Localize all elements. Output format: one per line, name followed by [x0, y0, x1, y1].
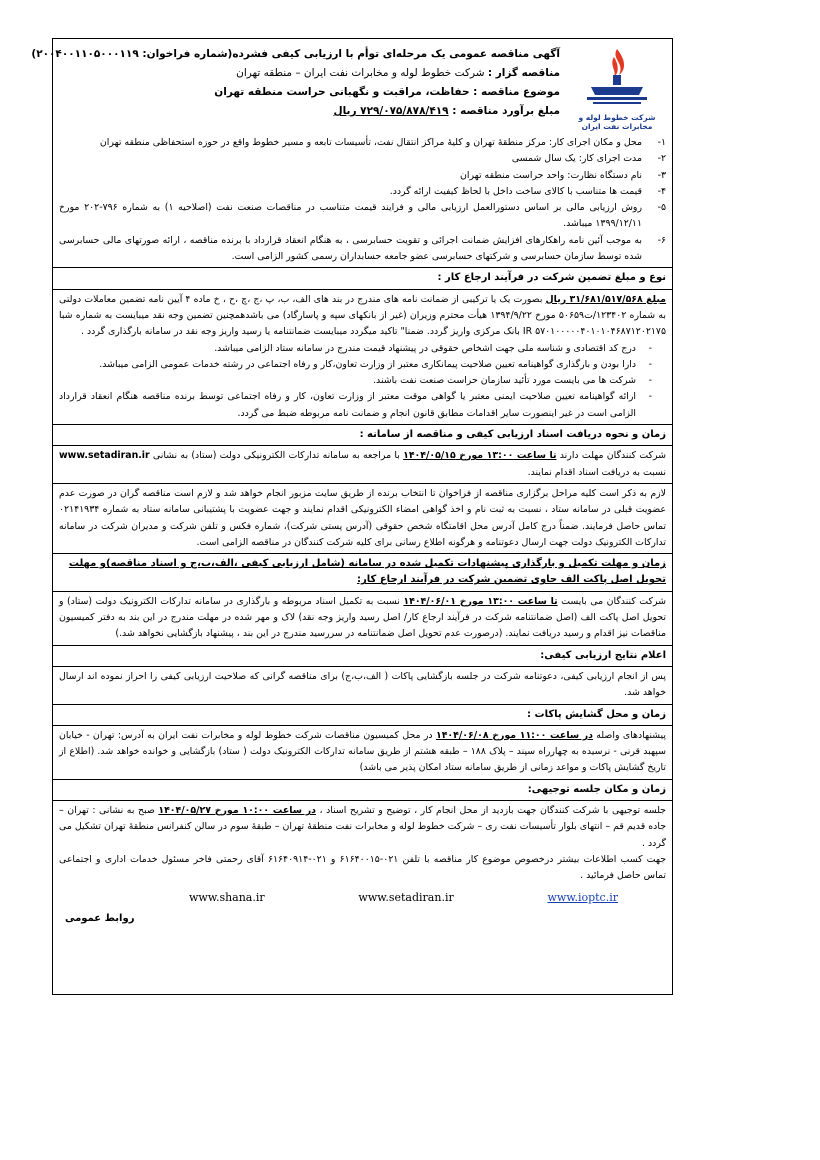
requirement-item	[59, 357, 666, 373]
company-logo	[568, 45, 666, 135]
item-number: ۲-	[657, 153, 666, 165]
divider	[53, 704, 672, 705]
divider	[53, 424, 672, 425]
opening-text-b: در محل کمیسیون مناقصات شرکت خطوط لوله و مخابرات نفت ایران به آدرس: تهران - خیابان سپهبد قرنی - نرسیده به چهارراه سپند – پلاک ۱۸۸ – طبقه هشتم از طریق سامانه تدارکات الکترونیک دولت ( ستاد) بازگشایی و خوانده خواهد شد. (اطلاع از تاریخ گشایش پاکات و مواعد زمانی از طریق سامانه ستاد امکان پذیر می باشد)	[59, 729, 666, 774]
budget-line	[61, 102, 560, 121]
notice-title: آگهی مناقصه عمومی یک مرحله‌ای توأم با ارزیابی کیفی فشرده(شماره فراخوان: ۲۰۰۴۰۰۱۱۰۵۰۰۰۱۱۹)	[31, 48, 560, 60]
tender-notice	[31, 38, 673, 995]
briefing-text-a: جلسه توجیهی با شرکت کنندگان جهت بازدید از محل انجام کار ، توضیح و تشریح اسناد ،	[315, 804, 666, 816]
documents-paragraph	[59, 448, 666, 481]
briefing-paragraph	[59, 803, 666, 852]
divider	[53, 645, 672, 646]
item-number: ۱-	[657, 137, 666, 148]
documents-note: لازم به ذکر است کلیه مراحل برگزاری مناقصه از فراخوان تا انتخاب برنده از طریق سایت مزبور انجام خواهد شد و لازم است مناقصه گران در صورت عدم عضویت قبلی در سامانه ستاد ، نسبت به ثبت نام و اخذ گواهی امضاء الکترونیکی اقدام نمایند و جهت عضویت با پشتیبانی سامانه ستاد به شماره ۰۲۱۴۱۹۳۴ تماس حاصل فرمایند. ضمناً درج کامل آدرس محل اقامتگاه شخص حقوقی (آدرس پستی شرکت)، شماره فکس و تلفن شرکت و مدیران شرکت در سامانه تدارکات الکترونیک دولت جهت ارسال دعوتنامه و هرگونه اطلاع رسانی برای کلیه شرکت کنندگان در مناقصه الزامی است.	[59, 487, 666, 548]
bullet-dash: -	[648, 342, 652, 354]
requirement-text: دارا بودن و بارگذاری گواهینامه تعیین صلاحیت پیمانکاری معتبر از وزارت تعاون،کار و رفاه اجتماعی در رشته خدمات عمومی الزامی میباشد.	[99, 358, 636, 370]
item-number: ۵-	[657, 202, 666, 214]
divider	[53, 725, 672, 726]
bullet-dash: -	[648, 391, 652, 403]
item-text: به موجب آئین نامه راهکارهای افزایش ضمانت اجرائی و تقویت حسابرسی ، به هنگام انعقاد قرارداد با برنده مناقصه ، ارائه صورتهای مالی حسابرسی شده توسط سازمان حسابرسی و شرکتهای حسابرسی عضو جامعه حسابداران رسمی کشور الزامی است.	[59, 234, 642, 263]
guarantee-title: نوع و مبلغ تضمین شرکت در فرآیند ارجاع کار :	[437, 272, 666, 284]
documents-text-c: نسبت به دریافت اسناد اقدام نمایند.	[527, 466, 666, 478]
setadiran-link[interactable]: www.setadiran.ir	[59, 450, 150, 462]
submission-deadline: تا ساعت ۱۳:۰۰ مورخ ۱۴۰۴/۰۶/۰۱	[403, 595, 558, 607]
list-item	[59, 200, 666, 233]
divider	[53, 289, 672, 290]
submission-text-a: شرکت کنندگان می بایست	[557, 595, 666, 607]
opening-title: زمان و محل گشایش پاکات :	[527, 708, 666, 720]
documents-deadline: تا ساعت ۱۳:۰۰ مورخ ۱۴۰۴/۰۵/۱۵	[403, 450, 557, 462]
guarantee-amount: مبلغ ۳۱/۶۸۱/۵۱۷/۵۶۸ ریال	[545, 293, 666, 305]
item-text: نام دستگاه نظارت: واحد حراست منطقه تهران	[459, 169, 642, 181]
subject-label: موضوع مناقصه :	[473, 86, 560, 98]
guarantee-text: بصورت یک یا ترکیبی از ضمانت نامه های مندرج در بند های الف، ب، پ ،ج ،چ ،ح ، خ ماده ۴ آیین نامه تضمین معاملات دولتی به شماره ۱۲۳۴۰۲/ت۵۰۶۵۹ مورخ ۱۳۹۴/۹/۲۲ هیأت محترم وزیران (غیر از بانکهای سپه و پاسارگاد) می باشدهمچنین تضمین وجه نقد میبایست به شماره شبا IR ۵۷۰۱۰۰۰۰۰۴۰۱۰۱۰۴۶۸۷۱۲۰۲۱۷۵ بانک مرکزی واریز گردد. ضمنا" تاکید میگردد میبایست ضمانتنامه یا رسید واریز وجه نقد در سامانه بارگذاری گردد .	[59, 293, 667, 338]
bullet-dash: -	[648, 375, 652, 387]
divider	[53, 267, 672, 268]
briefing-deadline: در ساعت ۱۰:۰۰ مورخ ۱۴۰۴/۰۵/۲۷	[158, 804, 316, 816]
requirement-item	[59, 341, 666, 357]
submission-title: زمان و مهلت تکمیل و بارگذاری پیشنهادات تکمیل شده در سامانه (شامل ارزیابی کیفی ،الف،ب،ج و اسناد مناقصه)و مهلت تحویل اصل پاکت الف حاوی تضمین شرکت در فرآیند ارجاع کار:	[68, 558, 666, 586]
requirement-item	[59, 373, 666, 389]
footer-links	[59, 884, 666, 906]
organizer-value: شرکت خطوط لوله و مخابرات نفت ایران – منطقه تهران	[236, 67, 488, 79]
notice-header	[31, 45, 560, 121]
requirement-text: ارائه گواهینامه تعیین صلاحیت ایمنی معتبر یا گواهی موقت معتبر از وزارت تعاون، کار و رفاه اجتماعی توسط برنده مناقصه هنگام انعقاد قرارداد الزامی است در غیر اینصورت سایر اقدامات مطابق قانون انجام و ضمانت نامه مربوطه ضبط می گردد.	[59, 391, 636, 419]
briefing-text-b: صبح به نشانی : تهران – جاده قدیم قم – انتهای بلوار تأسیسات نفت ری – شرکت خطوط لوله و مخابرات نفت منطقهٔ تهران – طبقهٔ سوم در سالن کنفرانس منطقهٔ تهران تشکیل می گردد .	[59, 804, 666, 849]
submission-text-b: نسبت به تکمیل اسناد مربوطه و بارگذاری در سامانه تدارکات الکترونیک دولت (ستاد) و تحویل اصل پاکت الف (اصل ضمانتنامه شرکت در فرآیند ارجاع کار/ اصل رسید واریز وجه نقد) لاک و مهر شده در مهلت مندرج در این بند به دفتر کمیسیون مناقصات نیز اقدام و رسید دریافت نمایند. (درصورت عدم تحویل اصل ضمانتنامه در سررسید مندرج در این بند ، پیشنهاد بازگشایی نخواهد شد.)	[59, 595, 666, 640]
organizer-line	[61, 64, 560, 83]
documents-text-b: با مراجعه به سامانه تدارکات الکترونیکی دولت (ستاد) به نشانی	[149, 450, 404, 462]
opening-deadline: در ساعت ۱۱:۰۰ مورخ ۱۴۰۴/۰۶/۰۸	[435, 729, 593, 741]
budget-label: مبلغ برآورد مناقصه :	[448, 105, 560, 117]
list-item	[59, 184, 666, 200]
subject-value: حفاظت، مراقبت و نگهبانی حراست منطقه تهران	[214, 86, 474, 98]
list-item	[59, 151, 666, 167]
requirement-text: درج کد اقتصادی و شناسه ملی جهت اشخاص حقوقی در پیشنهاد قیمت مندرج در سامانه ستاد الزامی میباشد.	[214, 342, 636, 354]
opening-text-a: پیشنهادهای واصله	[592, 729, 666, 741]
nioc-flame-icon	[581, 45, 653, 107]
list-item	[59, 168, 666, 184]
results-title: اعلام نتایج ارزیابی کیفی:	[540, 649, 666, 661]
setadiran-footer-link[interactable]: www.setadiran.ir	[358, 891, 454, 905]
item-text: قیمت ها متناسب با کالای ساخت داخل با لحاظ کیفیت ارائه گردد.	[389, 185, 642, 197]
documents-title: زمان و نحوه دریافت اسناد ارزیابی کیفی و مناقصه از سامانه :	[359, 429, 666, 441]
public-relations-signature: روابط عمومی	[65, 912, 135, 924]
divider	[53, 591, 672, 592]
item-text: محل و مکان اجرای کار: مرکز منطقهٔ تهران و کلیهٔ مراکز انتقال نفت، تأسیسات تابعه و مسیر خطوط واقع در حوزه استحفاظی منطقه تهران	[99, 137, 642, 148]
item-number: ۴-	[657, 185, 666, 197]
divider	[53, 800, 672, 801]
divider	[53, 666, 672, 667]
requirement-item	[59, 389, 666, 422]
list-item	[59, 135, 666, 151]
guarantee-paragraph	[59, 292, 666, 341]
documents-text-a: شرکت کنندگان مهلت دارند	[556, 450, 666, 462]
divider	[53, 553, 672, 554]
organizer-label: مناقصه گزار :	[487, 67, 560, 79]
briefing-title: زمان و مکان جلسه توجیهی:	[527, 783, 666, 795]
results-text: پس از انجام ارزیابی کیفی، دعوتنامه شرکت در جلسه بازگشایی پاکات ( الف،ب،ج) برای مناقصه گرانی که صلاحیت ارزیابی کیفی را احراز نموده اند ارسال خواهد شد.	[59, 670, 666, 699]
divider	[53, 779, 672, 780]
bullet-dash: -	[648, 358, 652, 370]
item-text: مدت اجرای کار: یک سال شمسی	[511, 153, 642, 165]
opening-paragraph	[59, 728, 666, 777]
divider	[53, 483, 672, 484]
contact-text: جهت کسب اطلاعات بیشتر درخصوص موضوع کار مناقصه با تلفن ۰۲۱-۶۱۶۴۰۰۱۵ و ۰۲۱-۶۱۶۴۰۹۱۴ آقای رحمتی فاخر مسئول خدمات اداری و اجتماعی تماس حاصل فرمائید .	[59, 853, 666, 882]
budget-value: ۷۲۹/۰۷۵/۸۷۸/۴۱۹ ریال	[333, 105, 449, 117]
shana-link[interactable]: www.shana.ir	[189, 891, 265, 905]
ioptc-link[interactable]: www.ioptc.ir	[547, 891, 618, 905]
divider	[53, 445, 672, 446]
subject-line	[61, 83, 560, 102]
item-number: ۳-	[657, 169, 666, 181]
notice-body	[59, 135, 666, 927]
item-text: روش ارزیابی مالی بر اساس دستورالعمل ارزیابی مالی و فرایند قیمت متناسب در مناقصات صنعت نفت (اصلاحیه ۱) به شماره ۷۹۶-۲۰۲ مورخ ۱۳۹۹/۱۲/۱۱ میباشد.	[59, 202, 642, 230]
item-number: ۶-	[657, 234, 666, 246]
logo-caption: شرکت خطوط لوله و مخابرات نفت ایران	[578, 113, 656, 131]
requirement-text: شرکت ها می بایست مورد تأئید سازمان حراست صنعت نفت باشند.	[373, 375, 636, 387]
submission-paragraph	[59, 594, 666, 643]
list-item	[59, 233, 666, 266]
